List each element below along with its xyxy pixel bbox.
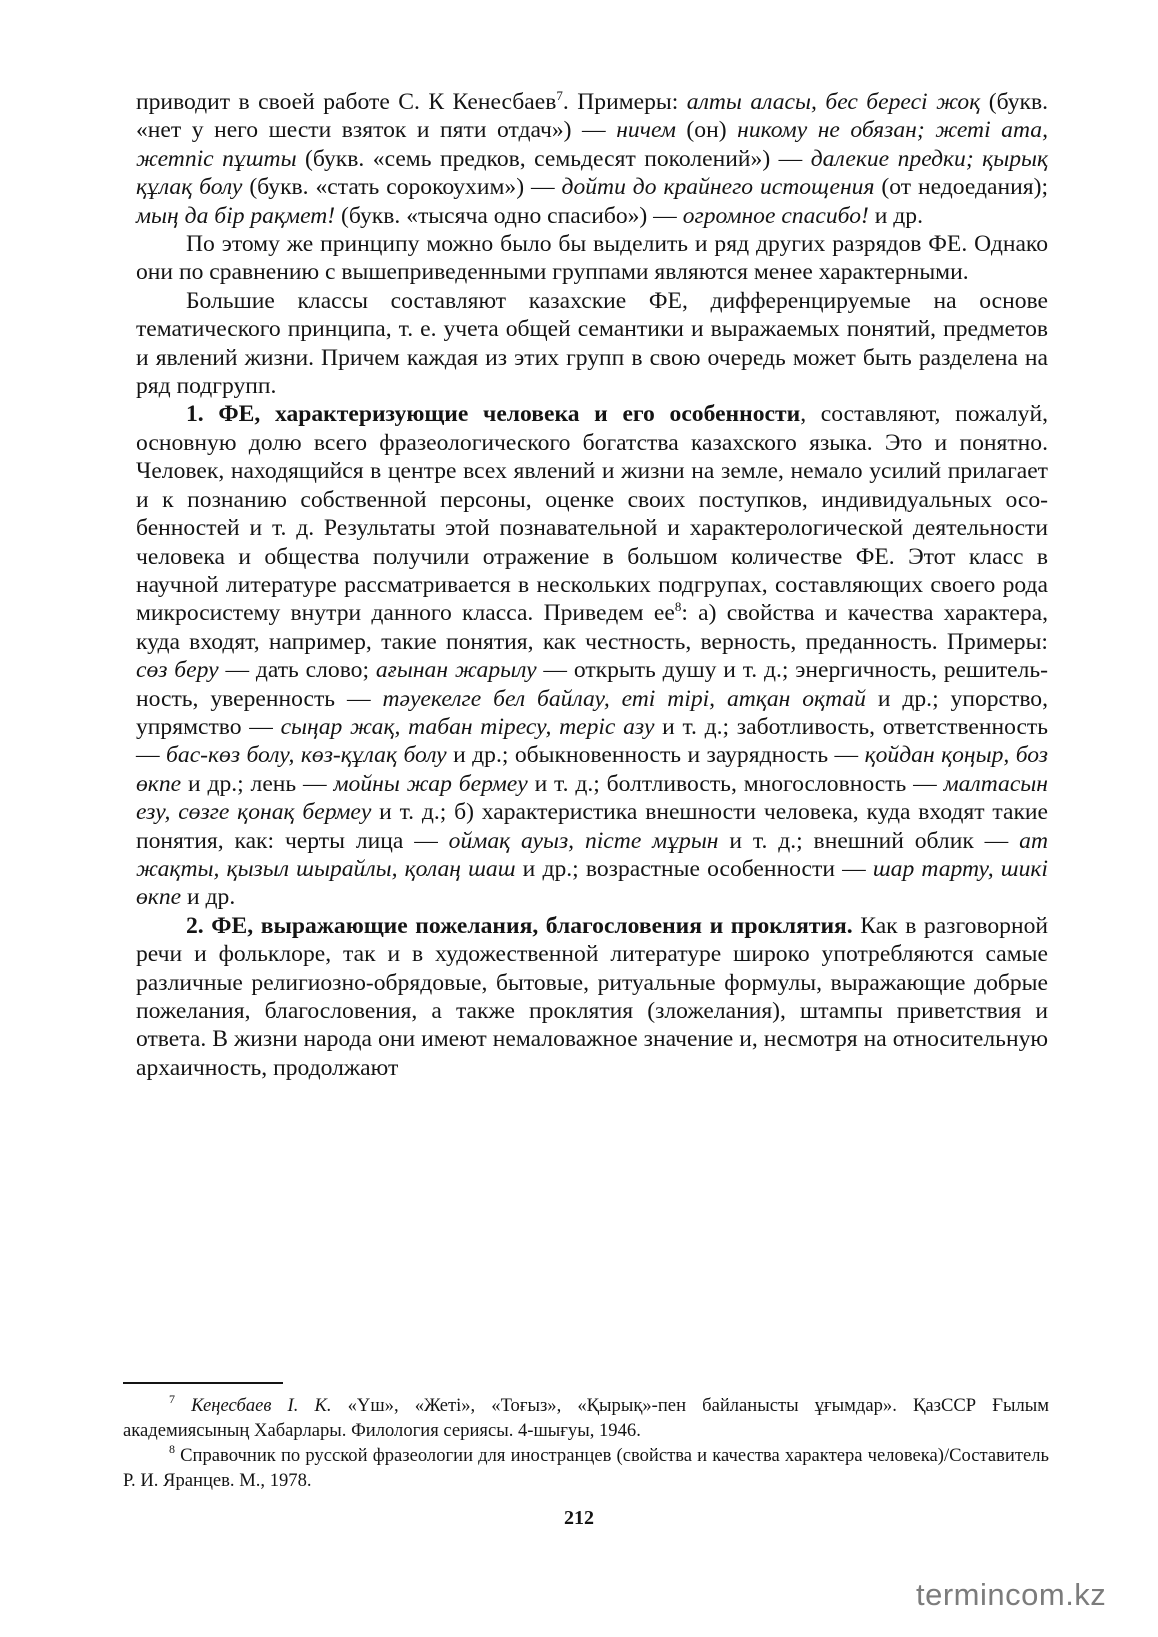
section-2-paragraph [136, 912, 1048, 1082]
kazakh-phrase: ағынан жарылу [375, 657, 537, 684]
kazakh-phrase: малтасын езу, сөзге қонақ бермеу [136, 770, 1048, 826]
footnote-ref: 8 [169, 1442, 175, 1456]
kazakh-phrase: оймақ ауыз, пісте мұрын [448, 827, 719, 854]
footnote-8 [123, 1443, 1049, 1493]
paragraph [136, 287, 1048, 401]
text-run: (букв. «семь предков, семьдесят поколений») — [296, 145, 811, 172]
kazakh-phrase: шар тарту, шикі өкпе [136, 855, 1048, 911]
text-run: «Үш», «Жеті», «Тоғыз», «Қырық»-пен байланысты ұғымдар». ҚазССР Ғылым академиясының Хабарлары. Филология сериясы. 4-шығуы, 1946. [123, 1395, 1049, 1441]
footnote-ref: 8 [674, 599, 682, 615]
main-text [136, 88, 1048, 1082]
kazakh-phrase: Кеңесбаев І. К. [191, 1395, 332, 1416]
footnotes [123, 1393, 1049, 1493]
kazakh-phrase: мойны жар бермеу [333, 770, 528, 797]
footnote-ref: 7 [556, 88, 563, 103]
paragraph [136, 230, 1048, 287]
text-run: : а) свойства и качества характера, куда входят, например, такие понятия, как честность, верность, преданность. Примеры: [136, 600, 1048, 655]
text-run: , составляют, пожалуй, основную долю всего фразеологического богатства казахского языка. Это и понятно. Человек, находящийся в центре всех явлений и жизни на земле, немало усилий прилагает и к познанию собственной персоны, оценке своих поступков, индивидуальных особенностей и т. д. Результаты этой познавательной и характерологической деятельности человека и общества получили отражение в большом количестве ФЕ. Этот класс в научной литературе рассматривается в нескольких подгрупах, составляющих своего рода микросистему внутри данного класса. Приведем ее [136, 401, 1048, 627]
text-run: Как в разговорной речи и фольклоре, так и в художественной литературе широко употребляются самые различные религиозно-обрядовые, бытовые, ритуальные формулы, выражающие добрые пожелания, благословения, а также проклятия (зложелания), штампы приветствия и ответа. В жизни народа они имеют немаловажное значение и, несмотря на относительную архаичность, продолжают [136, 912, 1048, 1081]
text-run: (букв. «нет у него шести взяток и пяти отдач») — [136, 89, 1048, 144]
kazakh-phrase: бас-көз болу, көз-құлақ болу [166, 742, 447, 769]
footnote-7 [123, 1393, 1049, 1443]
text-run: . Примеры: [562, 89, 687, 115]
text-run: и т. д.; б) характеристика внешности человека, куда входят такие понятия, как: черты лица — [136, 799, 1049, 854]
text-run: — дать слово; [218, 657, 376, 684]
text-run: и др.; лень — [181, 770, 334, 797]
site-watermark: termincom.kz [916, 1577, 1107, 1612]
text-run: (от недоедания); [874, 174, 1048, 201]
page-number: 212 [564, 1507, 594, 1529]
text-run: Справочник по русской фразеологии для иностранцев (свойства и качества характера человека)/Составитель Р. И. Яранцев. М., 1978. [123, 1445, 1049, 1491]
text-run: приводит в своей работе С. К Кенесбаев [136, 89, 557, 115]
text-run: и др.; обыкновенность и заурядность — [446, 742, 865, 769]
text-run: и т. д.; болтливость, многословность — [527, 770, 944, 797]
text-run: и т. д.; заботливость, ответственность — [136, 713, 1049, 769]
kazakh-phrase: алты аласы, бес бересі жоқ [686, 89, 981, 115]
bold-heading: 1. ФЕ, характеризующие человека и его особенности [186, 401, 801, 428]
kazakh-phrase: сыңар жақ, табан тіресу, теріс азу [280, 713, 655, 740]
text-run: — открыть душу и т. д.; энергичность, решительность, уверенность — [136, 657, 1048, 712]
kazakh-phrase: далекие предки; қырық құлақ болу [136, 145, 1049, 201]
kazakh-phrase: никому не обязан; жеті ата, жетпіс пұшты [136, 117, 1048, 172]
bold-heading: 2. ФЕ, выражающие пожелания, благословения и проклятия. [186, 912, 853, 939]
footnote-ref: 7 [169, 1392, 175, 1406]
kazakh-phrase: ничем [616, 117, 676, 144]
kazakh-phrase: сөз беру [136, 657, 219, 684]
kazakh-phrase: мың да бір рақмет! [136, 202, 336, 229]
text-run: и др. [868, 202, 923, 229]
section-1-paragraph [136, 400, 1048, 911]
text-run: (букв. «стать сорокоухим») — [242, 174, 562, 201]
kazakh-phrase: тәуекелге бел байлау, еті тірі, атқан оқтай [382, 685, 866, 712]
kazakh-phrase: ат жақты, қызыл шырайлы, қолаң шаш [136, 827, 1048, 882]
text-run [175, 1395, 191, 1416]
text-run: (он) [675, 117, 738, 144]
text-run: (букв. «тысяча одно спасибо») — [335, 202, 683, 229]
text-run: По этому же принципу можно было бы выделить и ряд других разрядов ФЕ. Однако они по сравнению с вышеприведенными группами являются менее характерными. [136, 231, 1048, 286]
kazakh-phrase: дойти до крайнего истощения [561, 174, 875, 201]
paragraph-continued [136, 88, 1048, 230]
text-run: и др.; возрастные особенности — [515, 855, 873, 882]
footnote-separator [123, 1382, 283, 1384]
kazakh-phrase: қойдан қоңыр, боз өкпе [136, 742, 1048, 797]
text-run: и др. [181, 884, 236, 911]
text-run: Большие классы составляют казахские ФЕ, дифференцируемые на основе тематического принципа, т. е. учета общей семантики и выражаемых понятий, предметов и явлений жизни. Причем каждая из этих групп в свою очередь может быть разделена на ряд подгрупп. [136, 287, 1048, 400]
kazakh-phrase: огромное спасибо! [682, 202, 869, 229]
text-run: и др.; упорство, упрямство — [136, 685, 1048, 740]
text-run: и т. д.; внешний облик — [718, 827, 1020, 854]
